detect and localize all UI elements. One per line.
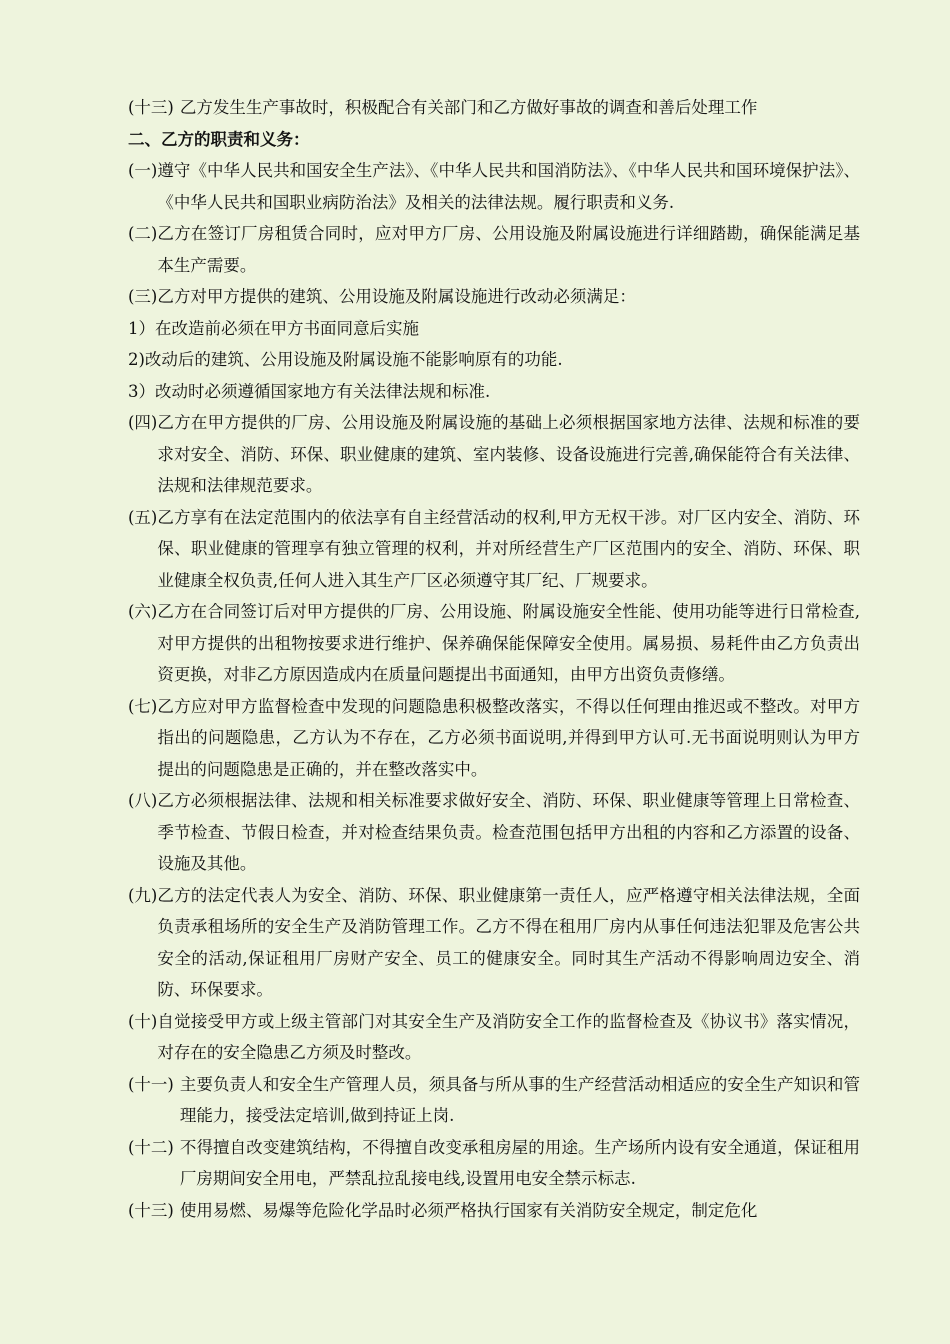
clause-number: (一) bbox=[128, 161, 158, 180]
clause-number: (六) bbox=[128, 602, 158, 621]
clause-1 bbox=[128, 155, 860, 218]
clause-number: (十) bbox=[128, 1011, 158, 1031]
clause-number: (十三) bbox=[128, 98, 174, 117]
clause-number: (三) bbox=[128, 287, 158, 306]
clause-7 bbox=[128, 691, 860, 786]
clause-6 bbox=[128, 596, 860, 691]
sub-item-2: 2)改动后的建筑、公用设施及附属设施不能影响原有的功能. bbox=[128, 350, 563, 369]
clause-text: 乙方发生生产事故时，积极配合有关部门和乙方做好事故的调查和善后处理工作 bbox=[179, 98, 758, 117]
clause-text: 乙方在甲方提供的厂房、公用设施及附属设施的基础上必须根据国家地方法律、法规和标准的要求对安全、消防、环保、职业健康的建筑、室内装修、设备设施进行完善,确保能符合有关法律、法规和法律规范要求。 bbox=[157, 413, 860, 495]
clause-text: 乙方对甲方提供的建筑、公用设施及附属设施进行改动必须满足： bbox=[157, 287, 636, 306]
clause-2 bbox=[128, 218, 860, 281]
clause-text: 自觉接受甲方或上级主管部门对其安全生产及消防安全工作的监督检查及《协议书》落实情况，对存在的安全隐患乙方须及时整改。 bbox=[157, 1011, 860, 1062]
clause-text: 乙方应对甲方监督检查中发现的问题隐患积极整改落实，不得以任何理由推迟或不整改。对甲方指出的问题隐患，乙方认为不存在，乙方必须书面说明,并得到甲方认可.无书面说明则认为甲方提出的问题隐患是正确的，并在整改落实中。 bbox=[157, 696, 860, 779]
clause-text: 不得擅自改变建筑结构，不得擅自改变承租房屋的用途。生产场所内设有安全通道，保证租用厂房期间安全用电，严禁乱拉乱接电线,设置用电安全禁示标志. bbox=[179, 1137, 860, 1188]
clause-text: 主要负责人和安全生产管理人员，须具备与所从事的生产经营活动相适应的安全生产知识和管理能力，接受法定培训,做到持证上岗. bbox=[179, 1074, 860, 1125]
sub-item-1: 1）在改造前必须在甲方书面同意后实施 bbox=[128, 318, 419, 338]
clause-number: (二) bbox=[128, 224, 158, 243]
clause-text: 乙方享有在法定范围内的依法享有自主经营活动的权利,甲方无权干涉。对厂区内安全、消防、环保、职业健康的管理享有独立管理的权利，并对所经营生产厂区范围内的安全、消防、环保、职业健康全权负责,任何人进入其生产厂区必须遵守其厂纪、厂规要求。 bbox=[157, 507, 860, 590]
clause-8 bbox=[128, 785, 860, 880]
clause-number: (十一) bbox=[128, 1074, 174, 1094]
clause-number: (九) bbox=[128, 885, 158, 905]
section-heading: 二、乙方的职责和义务： bbox=[128, 129, 310, 149]
clause-text: 乙方的法定代表人为安全、消防、环保、职业健康第一责任人，应严格遵守相关法律法规，全面负责承租场所的安全生产及消防管理工作。乙方不得在租用厂房内从事任何违法犯罪及危害公共安全的活动,保证租用厂房财产安全、员工的健康安全。同时其生产活动不得影响周边安全、消防、环保要求。 bbox=[157, 885, 860, 999]
clause-10 bbox=[128, 1006, 860, 1069]
clause-text: 使用易燃、易爆等危险化学品时必须严格执行国家有关消防安全规定，制定危化 bbox=[179, 1200, 758, 1220]
clause-9 bbox=[128, 880, 860, 1006]
clause-number: (四) bbox=[128, 413, 158, 432]
clause-4 bbox=[128, 407, 860, 502]
clause-text: 乙方在签订厂房租赁合同时，应对甲方厂房、公用设施及附属设施进行详细踏勘，确保能满足基本生产需要。 bbox=[157, 224, 860, 275]
clause-13 bbox=[128, 1195, 860, 1227]
clause-number: (十三) bbox=[128, 1200, 174, 1220]
clause-number: (五) bbox=[128, 507, 158, 527]
clause-13-top bbox=[128, 92, 860, 124]
clause-3 bbox=[128, 281, 860, 313]
clause-12 bbox=[128, 1132, 860, 1195]
clause-11 bbox=[128, 1069, 860, 1132]
clause-text: 乙方必须根据法律、法规和相关标准要求做好安全、消防、环保、职业健康等管理上日常检查、季节检查、节假日检查，并对检查结果负责。检查范围包括甲方出租的内容和乙方添置的设备、设施及其他。 bbox=[157, 791, 860, 873]
clause-text: 乙方在合同签订后对甲方提供的厂房、公用设施、附属设施安全性能、使用功能等进行日常检查,对甲方提供的出租物按要求进行维护、保养确保能保障安全使用。属易损、易耗件由乙方负责出资更换，对非乙方原因造成内在质量问题提出书面通知，由甲方出资负责修缮。 bbox=[157, 602, 860, 684]
sub-item-3: 3）改动时必须遵循国家地方有关法律法规和标准. bbox=[128, 381, 491, 401]
clause-number: (十二) bbox=[128, 1137, 174, 1157]
clause-text: 遵守《中华人民共和国安全生产法》、《中华人民共和国消防法》、《中华人民共和国环境保护法》、《中华人民共和国职业病防治法》及相关的法律法规。履行职责和义务. bbox=[157, 161, 860, 212]
clause-5 bbox=[128, 502, 860, 597]
clause-number: (七) bbox=[128, 696, 158, 716]
clause-number: (八) bbox=[128, 791, 158, 810]
